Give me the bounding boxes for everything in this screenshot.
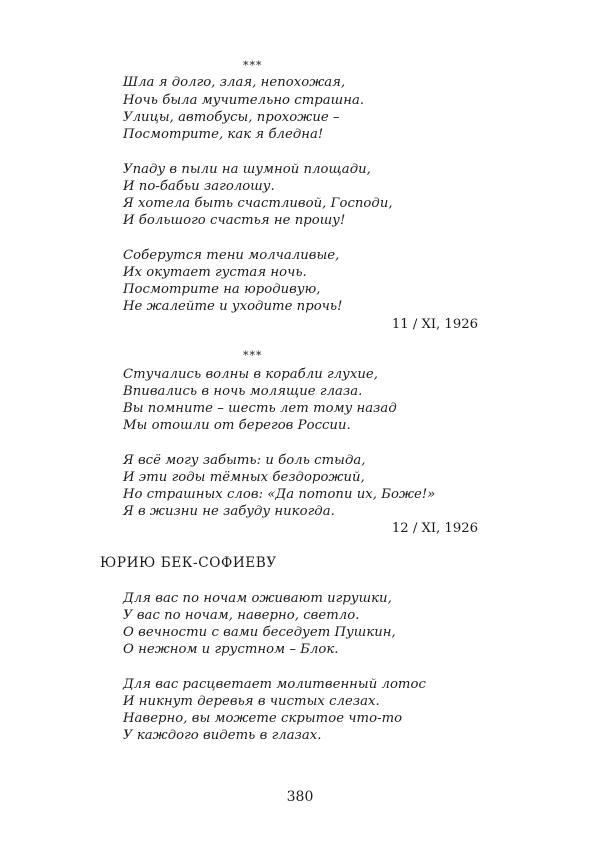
poem1-line: Не жалейте и уходите прочь! <box>123 299 343 314</box>
poem3-title: ЮРИЮ БЕК-СОФИЕВУ <box>100 555 277 571</box>
poem1-line: Я хотела быть счастливой, Господи, <box>123 196 393 211</box>
poem1-line: Улицы, автобусы, прохожие – <box>123 110 340 125</box>
poem1-line: Шла я долго, злая, непохожая, <box>123 75 346 90</box>
poem3-line: Для вас по ночам оживают игрушки, <box>123 591 392 606</box>
poem3-line: О вечности с вами беседует Пушкин, <box>123 625 396 640</box>
poem3-line: У вас по ночам, наверно, светло. <box>123 608 360 623</box>
poem2-line: И эти годы тёмных бездорожий, <box>123 470 365 485</box>
poem3-line: И никнут деревья в чистых слезах. <box>123 694 380 709</box>
poem1-line: И большого счастья не прошу! <box>123 213 346 228</box>
page-number: 380 <box>286 789 314 805</box>
poem1-line: Посмотрите на юродивую, <box>123 282 321 297</box>
poem1-line: Соберутся тени молчаливые, <box>123 248 340 263</box>
poem1-date: 11 / XI, 1926 <box>391 317 478 332</box>
poem1-stars: *** <box>243 59 263 72</box>
poem1-line: Посмотрите, как я бледна! <box>123 127 324 142</box>
poem1-line: И по-бабьи заголошу. <box>123 179 275 194</box>
poem3-line: О нежном и грустном – Блок. <box>123 642 339 657</box>
poem1-line: Ночь была мучительно страшна. <box>123 93 365 108</box>
poem2-line: Я в жизни не забуду никогда. <box>123 504 335 519</box>
poem3-line: У каждого видеть в глазах. <box>123 728 322 743</box>
poem2-line: Стучались волны в корабли глухие, <box>123 367 378 382</box>
poem2-line: Вы помните – шесть лет тому назад <box>123 401 397 416</box>
poem2-stars: *** <box>243 349 263 362</box>
poem2-date: 12 / XI, 1926 <box>391 521 478 536</box>
poem2-line: Впивались в ночь молящие глаза. <box>123 384 363 399</box>
poem2-line: Но страшных слов: «Да потопи их, Боже!» <box>123 487 436 502</box>
poem2-line: Я всё могу забыть: и боль стыда, <box>123 453 366 468</box>
poem3-line: Наверно, вы можете скрытое что-то <box>123 711 403 726</box>
poem1-line: Их окутает густая ночь. <box>123 265 307 280</box>
poem2-line: Мы отошли от берегов России. <box>123 418 351 433</box>
poem1-line: Упаду в пыли на шумной площади, <box>123 162 371 177</box>
poem3-line: Для вас расцветает молитвенный лотос <box>123 677 426 692</box>
